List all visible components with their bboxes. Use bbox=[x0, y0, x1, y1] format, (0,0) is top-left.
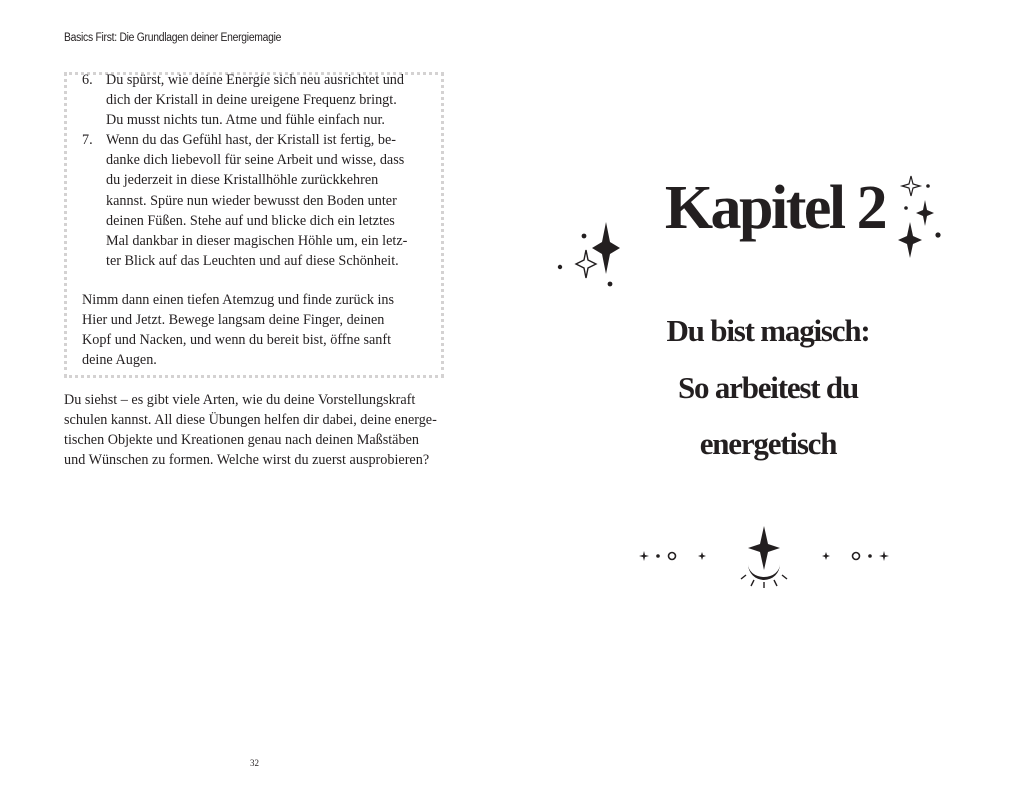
step-line: dich der Kristall in deine ureigene Frequenz bringt. bbox=[106, 92, 397, 109]
subtitle-line: energetisch bbox=[699, 426, 837, 461]
step-line: ter Blick auf das Leuchten und auf diese Schönheit. bbox=[106, 252, 399, 269]
subtitle-line: So arbeitest du bbox=[677, 369, 859, 405]
paragraph-line: Du siehst – es gibt viele Arten, wie du deine Vorstellungskraft bbox=[64, 392, 416, 408]
paragraph-line: tischen Objekte und Kreationen genau nach deinen Maßstäben bbox=[64, 432, 419, 449]
page-number: 32 bbox=[250, 758, 259, 768]
running-head: Basics First: Die Grundlagen deiner Energiemagie bbox=[64, 32, 282, 44]
right-page bbox=[510, 0, 1020, 793]
step-line: danke dich liebevoll für seine Arbeit und wisse, dass bbox=[106, 152, 405, 169]
moon-phase-ornament-icon bbox=[638, 520, 890, 590]
step-line: kannst. Spüre nun wieder bewusst den Boden unter bbox=[106, 192, 397, 209]
chapter-title: Kapitel 2 bbox=[664, 174, 886, 242]
step-number: 7. bbox=[82, 132, 93, 149]
chapter-subtitle bbox=[510, 303, 1020, 473]
box-paragraph bbox=[82, 290, 428, 370]
step-line: Wenn du das Gefühl hast, der Kristall ist fertig, be- bbox=[106, 132, 397, 149]
step-item bbox=[82, 130, 428, 271]
paragraph-line: deine Augen. bbox=[82, 352, 157, 369]
step-number: 6. bbox=[82, 72, 93, 88]
step-line: deinen Füßen. Stehe auf und blicke dich ein letztes bbox=[106, 212, 395, 229]
step-line: du jederzeit in diese Kristallhöhle zurückkehren bbox=[106, 172, 379, 189]
exercise-steps bbox=[82, 70, 428, 271]
paragraph-line: Nimm dann einen tiefen Atemzug und finde zurück ins bbox=[82, 292, 395, 308]
paragraph-line: schulen kannst. All diese Übungen helfen dir dabei, deine energe- bbox=[64, 412, 437, 429]
body-paragraph bbox=[64, 390, 447, 470]
step-line: Mal dankbar in dieser magischen Höhle um, ein letz- bbox=[106, 232, 408, 249]
step-item bbox=[82, 70, 428, 130]
subtitle-line: Du bist magisch: bbox=[666, 313, 870, 348]
paragraph-line: und Wünschen zu formen. Welche wirst du zuerst ausprobieren? bbox=[64, 452, 430, 469]
step-line: Du spürst, wie deine Energie sich neu ausrichtet und bbox=[106, 72, 404, 88]
paragraph-line: Hier und Jetzt. Bewege langsam deine Finger, deinen bbox=[82, 312, 385, 329]
paragraph-line: Kopf und Nacken, und wenn du bereit bist, öffne sanft bbox=[82, 332, 392, 349]
step-line: Du musst nichts tun. Atme und fühle einfach nur. bbox=[106, 112, 385, 129]
